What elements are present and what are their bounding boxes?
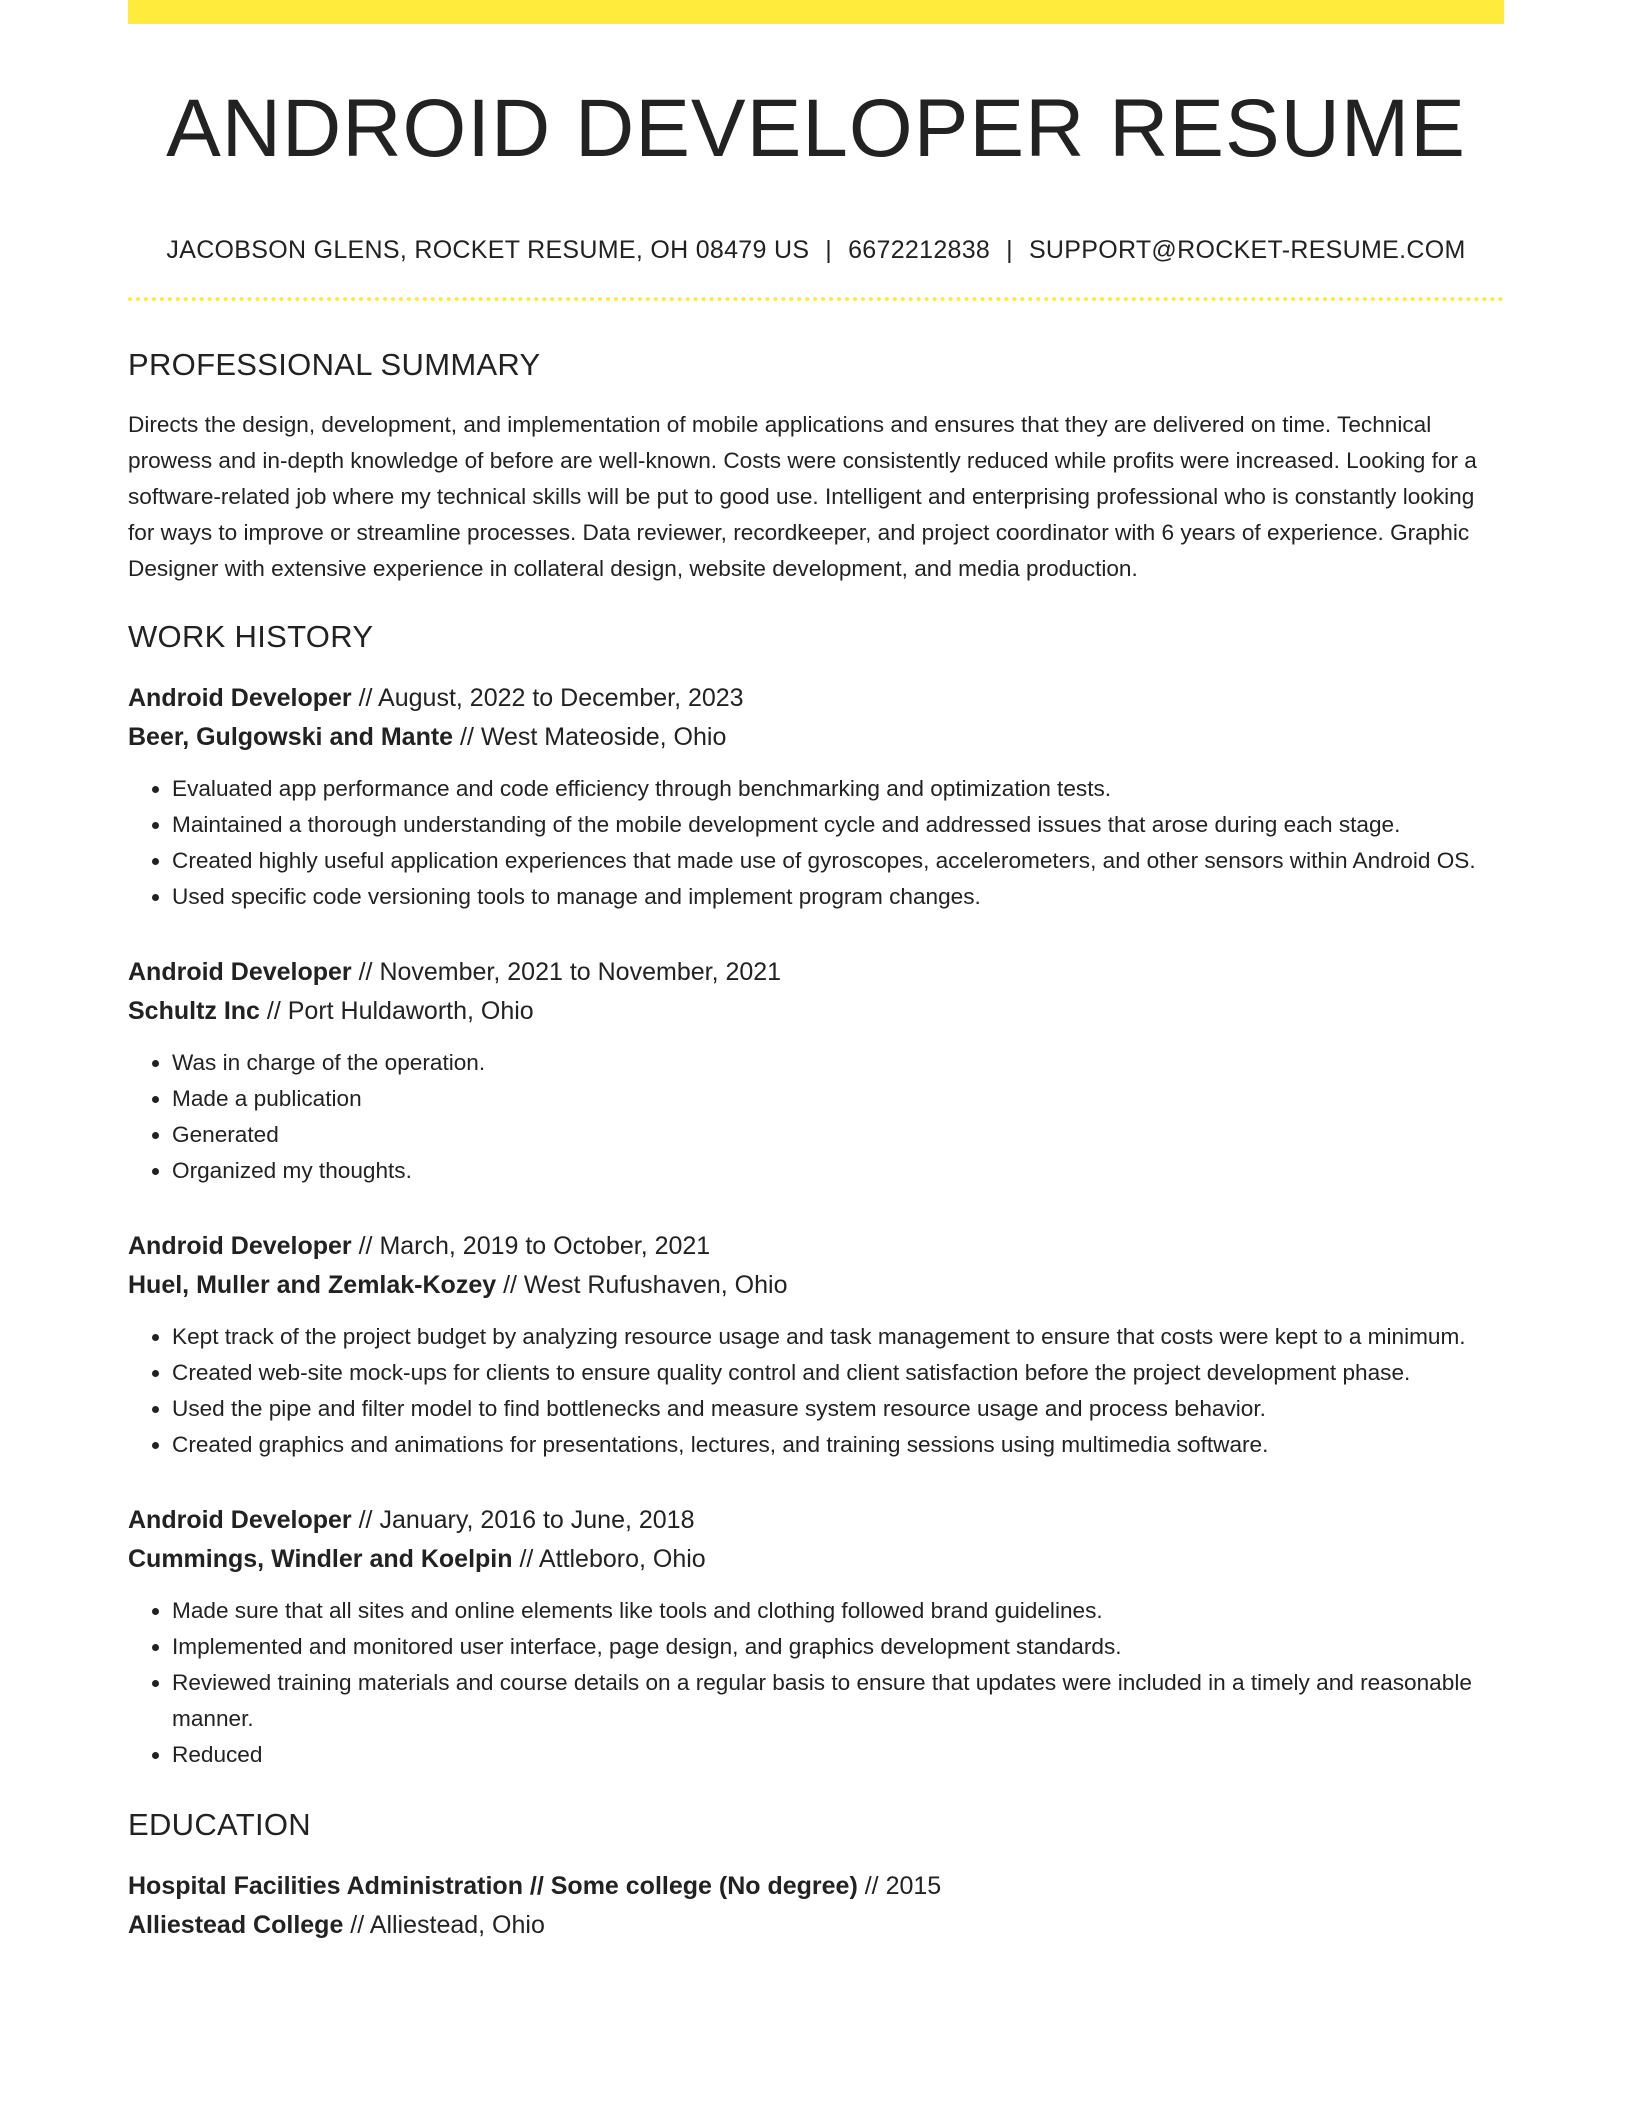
education-entry	[128, 1867, 1504, 1945]
job-bullet: • Reviewed training materials and course details on a regular basis to ensure that updates were included in a timely and reasonable manner.	[172, 1665, 1504, 1737]
job-bullet: • Created graphics and animations for presentations, lectures, and training sessions using multimedia software.	[172, 1427, 1504, 1463]
job-bullet: • Evaluated app performance and code efficiency through benchmarking and optimization tests.	[172, 771, 1504, 807]
job-title-line	[128, 679, 1504, 718]
job-title: Android Developer	[128, 1506, 352, 1535]
job-title: Android Developer	[128, 958, 352, 987]
job-dates: // August, 2022 to December, 2023	[351, 684, 744, 713]
job-location: // West Rufushaven, Ohio	[496, 1271, 788, 1300]
job-location: // Port Huldaworth, Ohio	[259, 997, 534, 1026]
job-bullet-list	[128, 771, 1504, 915]
job-bullet-list	[128, 1593, 1504, 1773]
job-entry	[128, 953, 1504, 1189]
job-bullet: • Made sure that all sites and online elements like tools and clothing followed brand guidelines.	[172, 1593, 1504, 1629]
job-bullet-list	[128, 1319, 1504, 1463]
job-bullet: • Was in charge of the operation.	[172, 1045, 1504, 1081]
job-bullet: • Created highly useful application experiences that made use of gyroscopes, accelerometers, and other sensors within Android OS.	[172, 843, 1504, 879]
education-school-line	[128, 1906, 1504, 1945]
contact-address: JACOBSON GLENS, ROCKET RESUME, OH 08479 US	[166, 236, 810, 265]
work-history-heading: WORK HISTORY	[128, 619, 374, 655]
job-dates: // March, 2019 to October, 2021	[351, 1232, 711, 1261]
job-entry	[128, 1501, 1504, 1773]
summary-heading: PROFESSIONAL SUMMARY	[128, 347, 541, 383]
education-location: // Alliestead, Ohio	[343, 1911, 545, 1940]
job-bullet: • Maintained a thorough understanding of the mobile development cycle and addressed issues that arose during each stage.	[172, 807, 1504, 843]
resume-title: ANDROID DEVELOPER RESUME	[166, 83, 1466, 174]
job-company-line	[128, 718, 1504, 757]
job-title: Android Developer	[128, 684, 352, 713]
job-company-line	[128, 1540, 1504, 1579]
job-title-line	[128, 1501, 1504, 1540]
job-location: // Attleboro, Ohio	[512, 1545, 706, 1574]
job-entry	[128, 679, 1504, 915]
job-company: Schultz Inc	[128, 997, 260, 1026]
job-bullet: • Reduced	[172, 1737, 1504, 1773]
job-entry	[128, 1227, 1504, 1463]
education-school: Alliestead College	[128, 1911, 344, 1940]
job-dates: // November, 2021 to November, 2021	[351, 958, 782, 987]
education-degree: Hospital Facilities Administration // Some college (No degree)	[128, 1872, 858, 1901]
job-dates: // January, 2016 to June, 2018	[351, 1506, 695, 1535]
contact-separator: |	[825, 236, 833, 265]
job-bullet: • Used the pipe and filter model to find bottlenecks and measure system resource usage and process behavior.	[172, 1391, 1504, 1427]
dotted-divider	[128, 297, 1504, 301]
education-heading: EDUCATION	[128, 1807, 311, 1843]
job-bullet: • Made a publication	[172, 1081, 1504, 1117]
job-title: Android Developer	[128, 1232, 352, 1261]
contact-phone[interactable]: 6672212838	[848, 236, 991, 265]
job-company-line	[128, 1266, 1504, 1305]
job-title-line	[128, 953, 1504, 992]
job-bullet-list	[128, 1045, 1504, 1189]
job-bullet: • Created web-site mock-ups for clients to ensure quality control and client satisfaction before the project development phase.	[172, 1355, 1504, 1391]
job-bullet: • Kept track of the project budget by analyzing resource usage and task management to ensure that costs were kept to a minimum.	[172, 1319, 1504, 1355]
job-location: // West Mateoside, Ohio	[453, 723, 727, 752]
job-bullet: • Generated	[172, 1117, 1504, 1153]
resume-page	[128, 0, 1504, 1945]
job-company: Beer, Gulgowski and Mante	[128, 723, 454, 752]
summary-text: Directs the design, development, and implementation of mobile applications and ensures that they are delivered on time. Technical prowess and in-depth knowledge of before are well-known. Costs were consistently reduced while profits were increased. Looking for a software-related job where my technical skills will be put to good use. Intelligent and enterprising professional who is constantly looking for ways to improve or streamline processes. Data reviewer, recordkeeper, and project coordinator with 6 years of experience. Graphic Designer with extensive experience in collateral design, website development, and media production.	[128, 412, 1477, 582]
job-company: Cummings, Windler and Koelpin	[128, 1545, 513, 1574]
job-company-line	[128, 992, 1504, 1031]
contact-separator: |	[1006, 236, 1013, 265]
contact-line	[128, 236, 1504, 265]
job-title-line	[128, 1227, 1504, 1266]
contact-email[interactable]: SUPPORT@ROCKET-RESUME.COM	[1028, 236, 1466, 265]
education-degree-line	[128, 1867, 1504, 1906]
job-company: Huel, Muller and Zemlak-Kozey	[128, 1271, 497, 1300]
job-bullet: • Organized my thoughts.	[172, 1153, 1504, 1189]
education-year: // 2015	[857, 1872, 942, 1901]
job-bullet: • Implemented and monitored user interface, page design, and graphics development standards.	[172, 1629, 1504, 1665]
work-history-list	[128, 679, 1504, 1773]
job-bullet: • Used specific code versioning tools to manage and implement program changes.	[172, 879, 1504, 915]
accent-top-bar	[128, 0, 1504, 24]
